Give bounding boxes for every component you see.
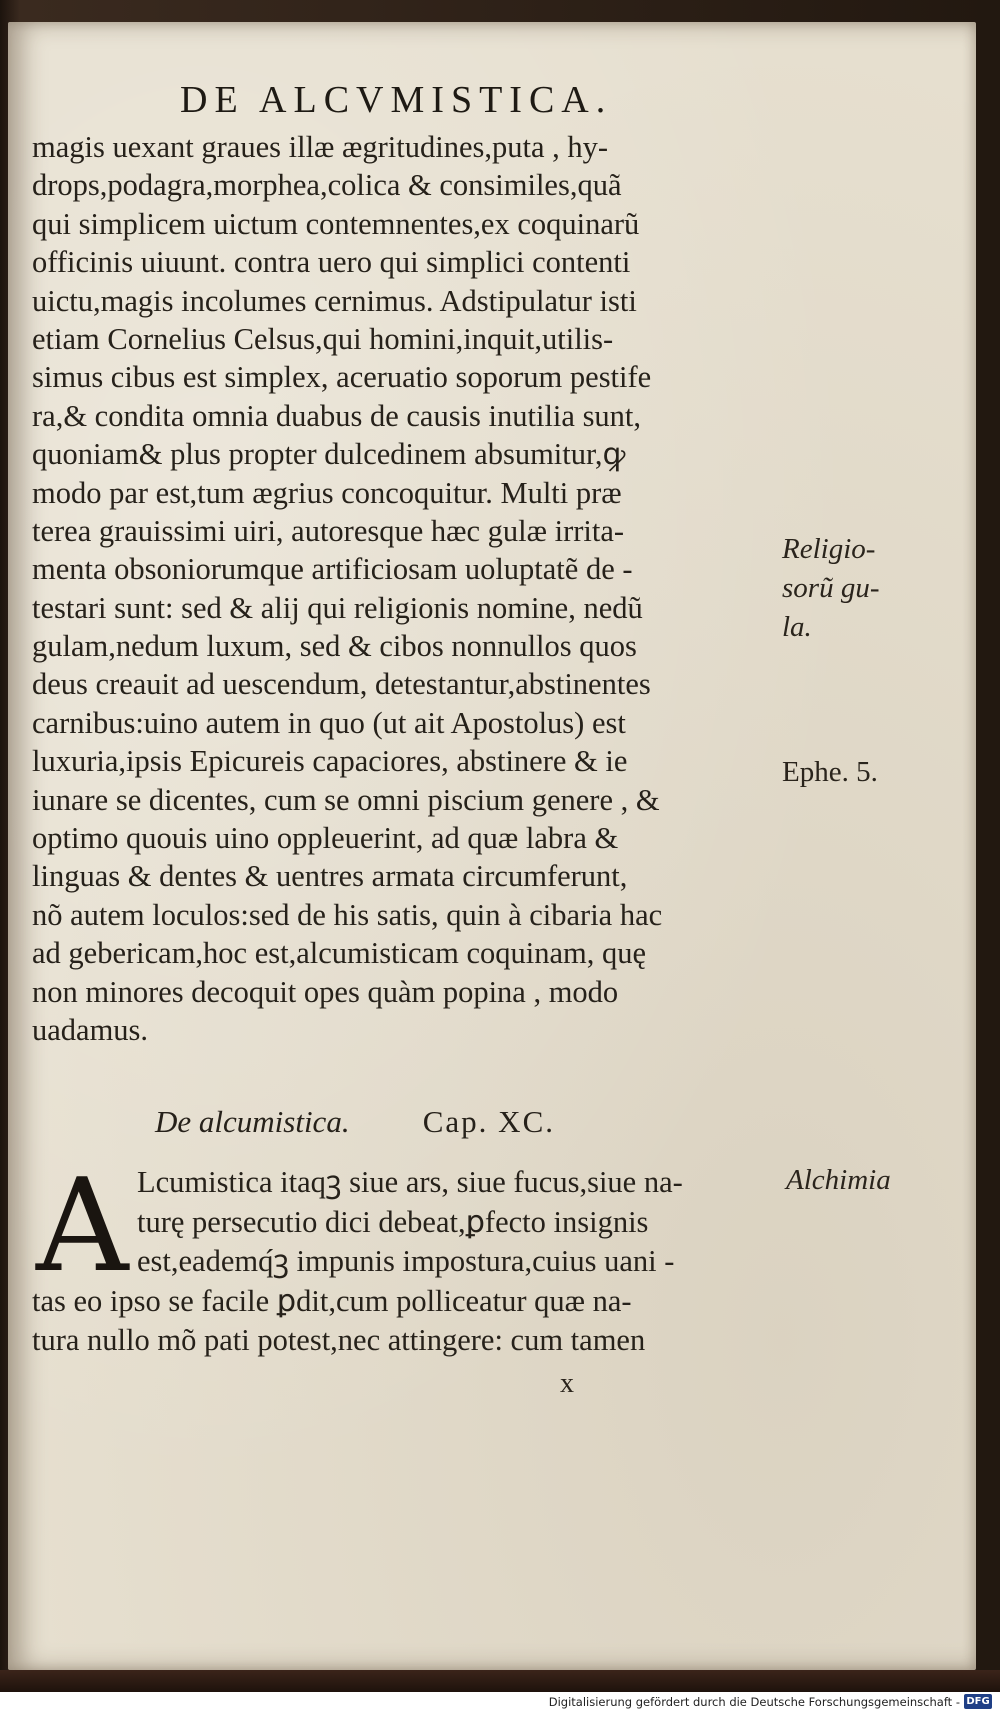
text-line: magis uexant graues illæ ægritudines,puta , hy- <box>32 130 609 164</box>
drop-cap-initial: A <box>36 1152 129 1301</box>
footer-credit: Digitalisierung gefördert durch die Deutsche Forschungsgemeinschaft - <box>548 1695 960 1709</box>
margin-note-religiosorum: la. <box>782 611 812 643</box>
text-line: est,eademq́ꝫ impunis impostura,cuius uani - <box>137 1244 675 1278</box>
text-line: turę persecutio dici debeat,ꝑfecto insignis <box>137 1204 649 1239</box>
text-line: menta obsoniorumque artificiosam uoluptatẽ de - <box>32 552 633 587</box>
text-line: deus creauit ad uescendum, detestantur,abstinentes <box>32 667 651 702</box>
text-line: uadamus. <box>32 1012 149 1047</box>
margin-note-religiosorum: sorũ gu- <box>782 572 880 604</box>
text-line: etiam Cornelius Celsus,qui homini,inquit,utilis- <box>32 321 614 356</box>
text-line: ad gebericam,hoc est,alcumisticam coquinam, quę <box>32 936 647 971</box>
text-line: uictu,magis incolumes cernimus. Adstipulatur isti <box>32 283 637 318</box>
chapter-body-text <box>32 1152 792 1361</box>
text-line: qui simplicem uictum contemnentes,ex coquinarũ <box>32 206 640 241</box>
text-line: Lcumistica itaqꝫ siue ars, siue fucus,siue na- <box>137 1165 683 1199</box>
text-line: testari sunt: sed & alij qui religionis nomine, nedũ <box>32 590 643 625</box>
text-line: gulam,nedum luxum, sed & cibos nonnullos quos <box>32 629 637 664</box>
text-line: linguas & dentes & uentres armata circumferunt, <box>32 859 628 894</box>
chapter-heading <box>155 1104 715 1140</box>
text-line: modo par est,tum ægrius concoquitur. Multi præ <box>32 475 622 510</box>
text-line: officinis uiuunt. contra uero qui simplici contenti <box>32 245 631 280</box>
text-line: drops,podagra,morphea,colica & consimiles,quã <box>32 168 622 203</box>
margin-note-alchimia: Alchimia <box>786 1164 891 1196</box>
text-line: nõ autem loculos:sed de his satis, quin à cibaria hac <box>32 897 663 932</box>
catchword: x <box>560 1368 574 1399</box>
text-line: optimo quouis uino oppleuerint, ad quæ labra & <box>32 821 619 856</box>
text-line: non minores decoquit opes quàm popina , modo <box>32 974 619 1009</box>
text-line: simus cibus est simplex, aceruatio soporum pestife <box>32 360 652 395</box>
text-line: iunare se dicentes, cum se omni piscium genere , & <box>32 782 660 817</box>
body-text <box>32 128 792 1049</box>
running-head: DE ALCVMISTICA. <box>180 79 613 121</box>
text-line: tura nullo mõ pati potest,nec attingere: cum tamen <box>32 1323 646 1357</box>
text-line: quoniam& plus propter dulcedinem absumitur,ꝙ <box>32 437 626 472</box>
chapter-title: De alcumistica. <box>155 1104 350 1139</box>
dfg-logo: DFG <box>964 1694 992 1709</box>
text-line: carnibus:uino autem in quo (ut ait Apostolus) est <box>32 705 626 740</box>
text-line: ra,& condita omnia duabus de causis inutilia sunt, <box>32 398 642 433</box>
text-line: tas eo ipso se facile ꝑdit,cum polliceatur quæ na- <box>32 1283 632 1318</box>
chapter-number: Cap. XC. <box>422 1104 555 1139</box>
page-bottom-edge <box>0 1670 1000 1692</box>
text-line: terea grauissimi uiri, autoresque hæc gulæ irrita- <box>32 513 625 548</box>
margin-note-religiosorum: Religio- <box>782 533 876 565</box>
text-line: luxuria,ipsis Epicureis capaciores, abstinere & ie <box>32 744 628 779</box>
margin-note-ephe: Ephe. 5. <box>782 756 878 788</box>
